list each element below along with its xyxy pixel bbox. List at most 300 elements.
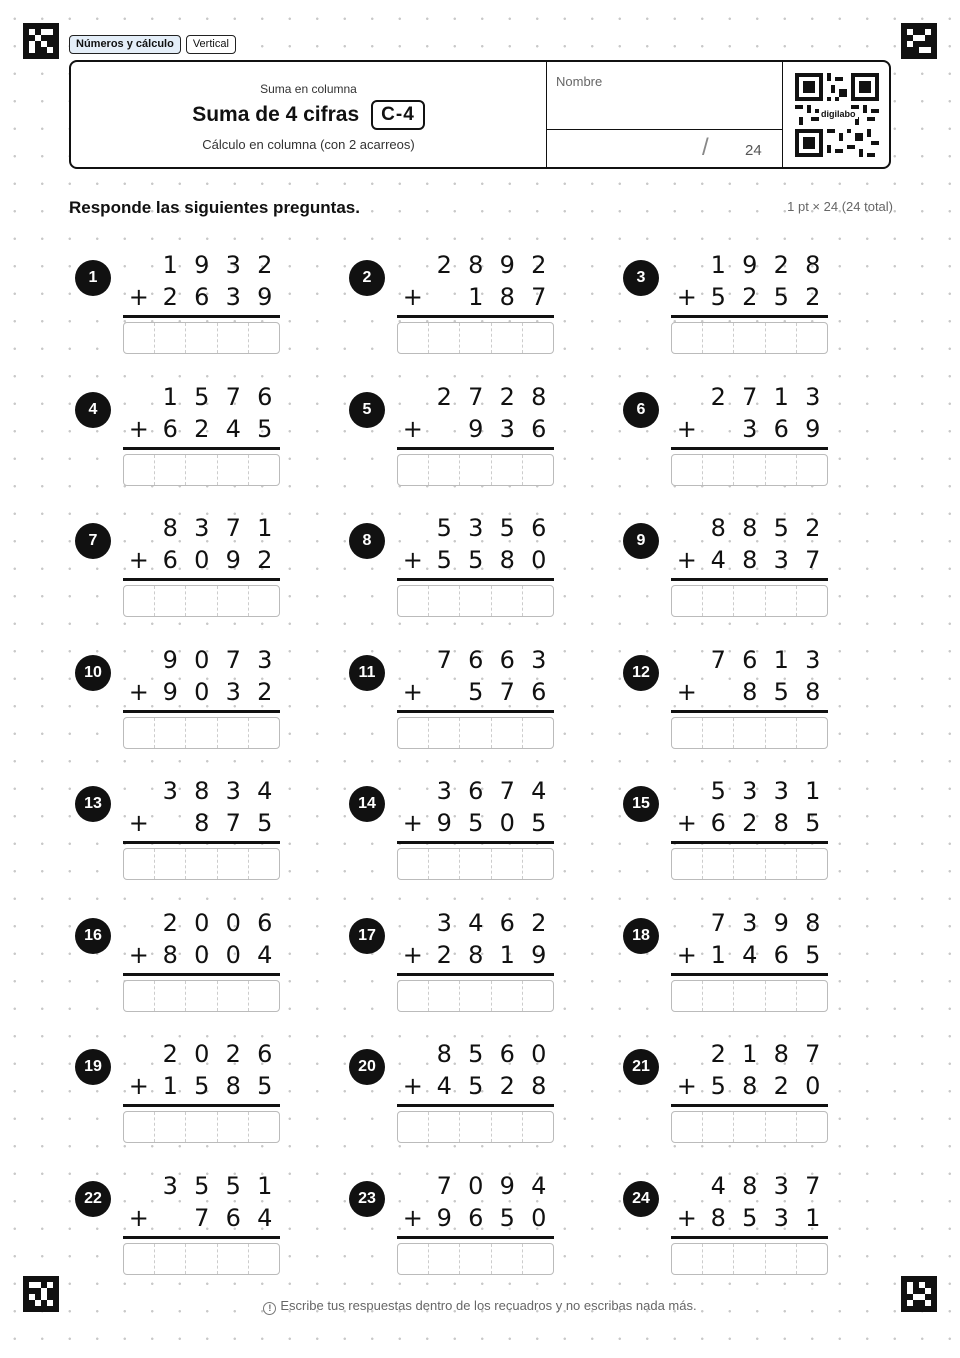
- digit: 6: [225, 1203, 241, 1232]
- answer-cell[interactable]: [523, 981, 553, 1011]
- answer-cell[interactable]: [460, 455, 491, 485]
- answer-cell[interactable]: [186, 1244, 217, 1274]
- answer-box[interactable]: [397, 454, 554, 486]
- answer-cell[interactable]: [249, 455, 279, 485]
- answer-cell[interactable]: [797, 849, 827, 879]
- answer-cell[interactable]: [523, 455, 553, 485]
- answer-cell[interactable]: [218, 586, 249, 616]
- digit: 1: [773, 645, 789, 674]
- plus-sign: +: [128, 940, 149, 969]
- answer-cell[interactable]: [218, 1244, 249, 1274]
- digit: 9: [257, 283, 273, 311]
- answer-cell[interactable]: [492, 586, 523, 616]
- digit: 0: [194, 940, 210, 969]
- problem-item: [618, 645, 868, 755]
- sum-line: [671, 578, 828, 581]
- answer-cell[interactable]: [398, 323, 429, 353]
- answer-cell[interactable]: [429, 323, 460, 353]
- answer-cell[interactable]: [124, 1112, 155, 1142]
- problem-number-badge: 23: [349, 1181, 385, 1217]
- answer-cell[interactable]: [460, 1112, 491, 1142]
- answer-cell[interactable]: [492, 718, 523, 748]
- digit: 4: [257, 940, 273, 969]
- addend-top: [397, 645, 555, 675]
- addend-top: [123, 382, 281, 412]
- answer-cell[interactable]: [766, 323, 797, 353]
- addend-top: [123, 908, 281, 938]
- digit: 1: [710, 251, 726, 279]
- addend-top: [123, 250, 281, 280]
- answer-cell[interactable]: [460, 323, 491, 353]
- answer-cell[interactable]: [124, 849, 155, 879]
- digit: 7: [805, 546, 821, 574]
- problem-number-badge: 12: [623, 655, 659, 691]
- digit: 3: [773, 777, 789, 805]
- digit: 9: [162, 645, 178, 674]
- operator-spacer: [123, 1039, 155, 1069]
- addend-bottom: [671, 414, 829, 444]
- digit: 5: [531, 809, 547, 837]
- addend-bottom: [397, 808, 555, 838]
- answer-cell[interactable]: [249, 1244, 279, 1274]
- plus-sign: +: [676, 677, 697, 706]
- answer-cell[interactable]: [523, 323, 553, 353]
- answer-box[interactable]: [123, 1111, 280, 1143]
- answer-cell[interactable]: [186, 1112, 217, 1142]
- digit: 3: [436, 777, 452, 805]
- worksheet-subtitle: Suma en columna: [260, 82, 357, 96]
- operator-spacer: [397, 1171, 429, 1201]
- answer-cell[interactable]: [734, 849, 765, 879]
- digit: 7: [436, 645, 452, 674]
- corner-marker-top-left: [23, 23, 59, 59]
- digit: 2: [162, 908, 178, 937]
- answer-cell[interactable]: [797, 981, 827, 1011]
- answer-cell[interactable]: [218, 981, 249, 1011]
- answer-cell[interactable]: [703, 849, 734, 879]
- answer-cell[interactable]: [672, 1112, 703, 1142]
- operator-spacer: [397, 908, 429, 938]
- answer-cell[interactable]: [492, 849, 523, 879]
- problem-number-badge: 22: [75, 1181, 111, 1217]
- answer-cell[interactable]: [766, 1112, 797, 1142]
- digit: 8: [225, 1072, 241, 1100]
- answer-cell[interactable]: [523, 1112, 553, 1142]
- answer-cell[interactable]: [460, 586, 491, 616]
- answer-cell[interactable]: [186, 981, 217, 1011]
- digit: 8: [162, 514, 178, 542]
- digit: 8: [194, 809, 210, 837]
- answer-cell[interactable]: [429, 1112, 460, 1142]
- digit: 7: [194, 1203, 210, 1232]
- answer-box[interactable]: [123, 585, 280, 617]
- digit: 1: [468, 283, 484, 311]
- digit: 1: [257, 1171, 273, 1200]
- digit: 6: [742, 645, 758, 674]
- sum-line: [397, 841, 554, 844]
- answer-cell[interactable]: [218, 849, 249, 879]
- addend-bottom: [671, 677, 829, 707]
- answer-box[interactable]: [397, 848, 554, 880]
- digit: 4: [531, 777, 547, 805]
- answer-cell[interactable]: [429, 849, 460, 879]
- answer-cell[interactable]: [186, 849, 217, 879]
- digit: 0: [225, 908, 241, 937]
- answer-cell[interactable]: [218, 455, 249, 485]
- answer-cell[interactable]: [703, 323, 734, 353]
- answer-cell[interactable]: [672, 586, 703, 616]
- addend-bottom: [671, 282, 829, 312]
- problem-number-badge: 17: [349, 918, 385, 954]
- digit: 0: [531, 1040, 547, 1068]
- operator-spacer: [123, 1171, 155, 1201]
- plus-sign: +: [128, 809, 149, 837]
- instructions: Responde las siguientes preguntas.: [69, 198, 360, 217]
- addend-bottom: [123, 1203, 281, 1233]
- answer-cell[interactable]: [155, 1112, 186, 1142]
- digit: 8: [805, 677, 821, 706]
- digit: 4: [531, 1171, 547, 1200]
- digit: 5: [773, 514, 789, 542]
- digit: 0: [225, 940, 241, 969]
- name-divider: [547, 129, 783, 130]
- answer-cell[interactable]: [766, 849, 797, 879]
- addend-top: [671, 908, 829, 938]
- answer-box[interactable]: [397, 322, 554, 354]
- answer-cell[interactable]: [523, 849, 553, 879]
- answer-cell[interactable]: [124, 323, 155, 353]
- answer-cell[interactable]: [429, 586, 460, 616]
- digit: 8: [773, 809, 789, 837]
- answer-cell[interactable]: [249, 981, 279, 1011]
- answer-box[interactable]: [123, 848, 280, 880]
- addend-bottom: [123, 282, 281, 312]
- answer-cell[interactable]: [398, 849, 429, 879]
- digit: 3: [531, 645, 547, 674]
- answer-cell[interactable]: [249, 1112, 279, 1142]
- answer-cell[interactable]: [492, 323, 523, 353]
- problem-item: [344, 250, 594, 360]
- answer-cell[interactable]: [249, 586, 279, 616]
- answer-box[interactable]: [671, 585, 828, 617]
- answer-cell[interactable]: [672, 455, 703, 485]
- digit: 3: [468, 514, 484, 542]
- answer-cell[interactable]: [155, 1244, 186, 1274]
- operator-spacer: [671, 908, 703, 938]
- sum-line: [123, 447, 280, 450]
- answer-cell[interactable]: [797, 718, 827, 748]
- answer-cell[interactable]: [672, 849, 703, 879]
- digit: 2: [742, 283, 758, 311]
- sum-line: [397, 447, 554, 450]
- digit: 2: [710, 1040, 726, 1068]
- answer-cell[interactable]: [766, 981, 797, 1011]
- digit: 0: [194, 1040, 210, 1068]
- addend-top: [123, 776, 281, 806]
- answer-cell[interactable]: [186, 586, 217, 616]
- digit: 7: [499, 677, 515, 706]
- answer-box[interactable]: [123, 322, 280, 354]
- digit: 6: [499, 645, 515, 674]
- answer-box[interactable]: [671, 454, 828, 486]
- digit: 3: [499, 414, 515, 443]
- problem-item: [618, 908, 868, 1018]
- answer-box[interactable]: [397, 717, 554, 749]
- digit: 3: [773, 1171, 789, 1200]
- answer-cell[interactable]: [186, 718, 217, 748]
- operator-spacer: [671, 645, 703, 675]
- plus-sign: +: [402, 414, 423, 443]
- digit: 3: [805, 645, 821, 674]
- digit: 8: [499, 283, 515, 311]
- answer-cell[interactable]: [155, 586, 186, 616]
- answer-box[interactable]: [123, 454, 280, 486]
- digit: 8: [468, 940, 484, 969]
- digit: 2: [531, 908, 547, 937]
- digit: 5: [436, 514, 452, 542]
- score-slash: /: [702, 134, 709, 161]
- digit: 8: [710, 514, 726, 542]
- addend-top: [397, 513, 555, 543]
- problem-number-badge: 4: [75, 392, 111, 428]
- answer-cell[interactable]: [249, 718, 279, 748]
- answer-cell[interactable]: [672, 981, 703, 1011]
- answer-cell[interactable]: [672, 718, 703, 748]
- answer-box[interactable]: [671, 1111, 828, 1143]
- answer-cell[interactable]: [766, 455, 797, 485]
- digit: 7: [225, 809, 241, 837]
- digit: 2: [805, 283, 821, 311]
- answer-cell[interactable]: [218, 323, 249, 353]
- sum-line: [397, 1104, 554, 1107]
- operator-spacer: [123, 250, 155, 280]
- answer-cell[interactable]: [155, 323, 186, 353]
- answer-cell[interactable]: [797, 586, 827, 616]
- digit: 3: [194, 514, 210, 542]
- sum-line: [123, 578, 280, 581]
- digit: 5: [194, 1171, 210, 1200]
- problem-number-badge: 10: [75, 655, 111, 691]
- answer-cell[interactable]: [703, 1244, 734, 1274]
- sum-line: [671, 841, 828, 844]
- digit: 4: [710, 546, 726, 574]
- answer-cell[interactable]: [734, 455, 765, 485]
- score-total: 24: [745, 142, 762, 159]
- answer-cell[interactable]: [429, 718, 460, 748]
- answer-cell[interactable]: [734, 1244, 765, 1274]
- digit: 2: [436, 940, 452, 969]
- answer-box[interactable]: [397, 980, 554, 1012]
- problem-item: [618, 1171, 868, 1281]
- answer-cell[interactable]: [703, 1112, 734, 1142]
- answer-cell[interactable]: [492, 1244, 523, 1274]
- answer-cell[interactable]: [766, 586, 797, 616]
- answer-cell[interactable]: [155, 718, 186, 748]
- answer-box[interactable]: [123, 1243, 280, 1275]
- addend-bottom: [671, 1203, 829, 1233]
- answer-cell[interactable]: [460, 981, 491, 1011]
- answer-box[interactable]: [671, 848, 828, 880]
- operator-spacer: [123, 513, 155, 543]
- answer-cell[interactable]: [797, 1112, 827, 1142]
- answer-cell[interactable]: [734, 718, 765, 748]
- digit: 5: [436, 546, 452, 574]
- digit: 3: [162, 1171, 178, 1200]
- digit: 5: [710, 283, 726, 311]
- answer-cell[interactable]: [672, 1244, 703, 1274]
- answer-box[interactable]: [671, 1243, 828, 1275]
- answer-cell[interactable]: [460, 849, 491, 879]
- answer-cell[interactable]: [492, 981, 523, 1011]
- answer-cell[interactable]: [734, 981, 765, 1011]
- digit: 6: [773, 940, 789, 969]
- digit: 2: [773, 251, 789, 279]
- answer-cell[interactable]: [155, 849, 186, 879]
- problem-number-badge: 14: [349, 786, 385, 822]
- answer-cell[interactable]: [523, 586, 553, 616]
- digit: 5: [499, 1203, 515, 1232]
- addend-top: [123, 513, 281, 543]
- addend-top: [397, 250, 555, 280]
- addend-bottom: [123, 545, 281, 575]
- digit: 2: [499, 1072, 515, 1100]
- qr-brand-label: digilabo: [821, 109, 856, 119]
- answer-cell[interactable]: [249, 323, 279, 353]
- answer-cell[interactable]: [797, 1244, 827, 1274]
- problem-number-badge: 2: [349, 260, 385, 296]
- answer-cell[interactable]: [797, 323, 827, 353]
- digit: 6: [257, 908, 273, 937]
- digit: 6: [257, 382, 273, 411]
- answer-box[interactable]: [671, 322, 828, 354]
- answer-cell[interactable]: [734, 1112, 765, 1142]
- problem-item: [70, 645, 320, 755]
- addend-top: [397, 1039, 555, 1069]
- addend-bottom: [123, 940, 281, 970]
- worksheet-description: Cálculo en columna (con 2 acarreos): [202, 137, 415, 152]
- answer-cell[interactable]: [703, 455, 734, 485]
- digit: 3: [225, 251, 241, 279]
- digit: 1: [805, 777, 821, 805]
- answer-cell[interactable]: [398, 1112, 429, 1142]
- answer-cell[interactable]: [523, 1244, 553, 1274]
- answer-cell[interactable]: [766, 718, 797, 748]
- digit: 0: [468, 1171, 484, 1200]
- answer-cell[interactable]: [734, 323, 765, 353]
- answer-cell[interactable]: [249, 849, 279, 879]
- answer-cell[interactable]: [429, 455, 460, 485]
- digit: 8: [805, 908, 821, 937]
- digit: 2: [742, 809, 758, 837]
- digit: 3: [742, 777, 758, 805]
- answer-box[interactable]: [671, 980, 828, 1012]
- answer-cell[interactable]: [460, 1244, 491, 1274]
- answer-cell[interactable]: [429, 1244, 460, 1274]
- answer-cell[interactable]: [734, 586, 765, 616]
- digit: 2: [436, 382, 452, 411]
- answer-cell[interactable]: [186, 323, 217, 353]
- problem-number-badge: 6: [623, 392, 659, 428]
- addend-bottom: [123, 1071, 281, 1101]
- answer-cell[interactable]: [797, 455, 827, 485]
- answer-box[interactable]: [397, 1111, 554, 1143]
- answer-cell[interactable]: [218, 1112, 249, 1142]
- plus-sign: +: [402, 809, 423, 837]
- addend-top: [671, 382, 829, 412]
- sum-line: [671, 447, 828, 450]
- answer-cell[interactable]: [523, 718, 553, 748]
- answer-cell[interactable]: [492, 455, 523, 485]
- answer-cell[interactable]: [124, 1244, 155, 1274]
- answer-cell[interactable]: [398, 718, 429, 748]
- answer-cell[interactable]: [124, 718, 155, 748]
- answer-cell[interactable]: [703, 718, 734, 748]
- digit: 8: [742, 1072, 758, 1100]
- answer-cell[interactable]: [766, 1244, 797, 1274]
- answer-cell[interactable]: [703, 981, 734, 1011]
- answer-cell[interactable]: [155, 455, 186, 485]
- digit: 7: [225, 645, 241, 674]
- answer-box[interactable]: [397, 585, 554, 617]
- digit: 3: [225, 777, 241, 805]
- answer-cell[interactable]: [460, 718, 491, 748]
- digit: 5: [468, 1072, 484, 1100]
- name-field[interactable]: [546, 62, 782, 167]
- answer-box[interactable]: [397, 1243, 554, 1275]
- digit: 2: [805, 514, 821, 542]
- problem-number-badge: 5: [349, 392, 385, 428]
- answer-box[interactable]: [671, 717, 828, 749]
- operator-spacer: [123, 776, 155, 806]
- answer-box[interactable]: [123, 980, 280, 1012]
- answer-cell[interactable]: [703, 586, 734, 616]
- problem-item: [344, 513, 594, 623]
- answer-cell[interactable]: [398, 981, 429, 1011]
- answer-cell[interactable]: [398, 1244, 429, 1274]
- digit: 5: [805, 940, 821, 969]
- problem-number-badge: 1: [75, 260, 111, 296]
- problem-item: [344, 1171, 594, 1281]
- plus-sign: +: [676, 414, 697, 443]
- title-block: [71, 62, 546, 167]
- answer-cell[interactable]: [124, 455, 155, 485]
- digit: 3: [805, 382, 821, 411]
- problem-number-badge: 13: [75, 786, 111, 822]
- answer-cell[interactable]: [186, 455, 217, 485]
- digit: 1: [499, 940, 515, 969]
- answer-cell[interactable]: [398, 455, 429, 485]
- answer-box[interactable]: [123, 717, 280, 749]
- answer-cell[interactable]: [429, 981, 460, 1011]
- digit: 2: [710, 382, 726, 411]
- answer-cell[interactable]: [124, 586, 155, 616]
- plus-sign: +: [402, 677, 423, 706]
- digit: [429, 677, 461, 707]
- answer-cell[interactable]: [492, 1112, 523, 1142]
- problem-number-badge: 19: [75, 1049, 111, 1085]
- operator-spacer: [397, 382, 429, 412]
- digit: 0: [194, 645, 210, 674]
- answer-cell[interactable]: [124, 981, 155, 1011]
- answer-cell[interactable]: [672, 323, 703, 353]
- operator-spacer: [397, 1039, 429, 1069]
- answer-cell[interactable]: [398, 586, 429, 616]
- answer-cell[interactable]: [218, 718, 249, 748]
- digit: 9: [468, 414, 484, 443]
- addend-bottom: [671, 808, 829, 838]
- digit: 5: [468, 546, 484, 574]
- answer-cell[interactable]: [155, 981, 186, 1011]
